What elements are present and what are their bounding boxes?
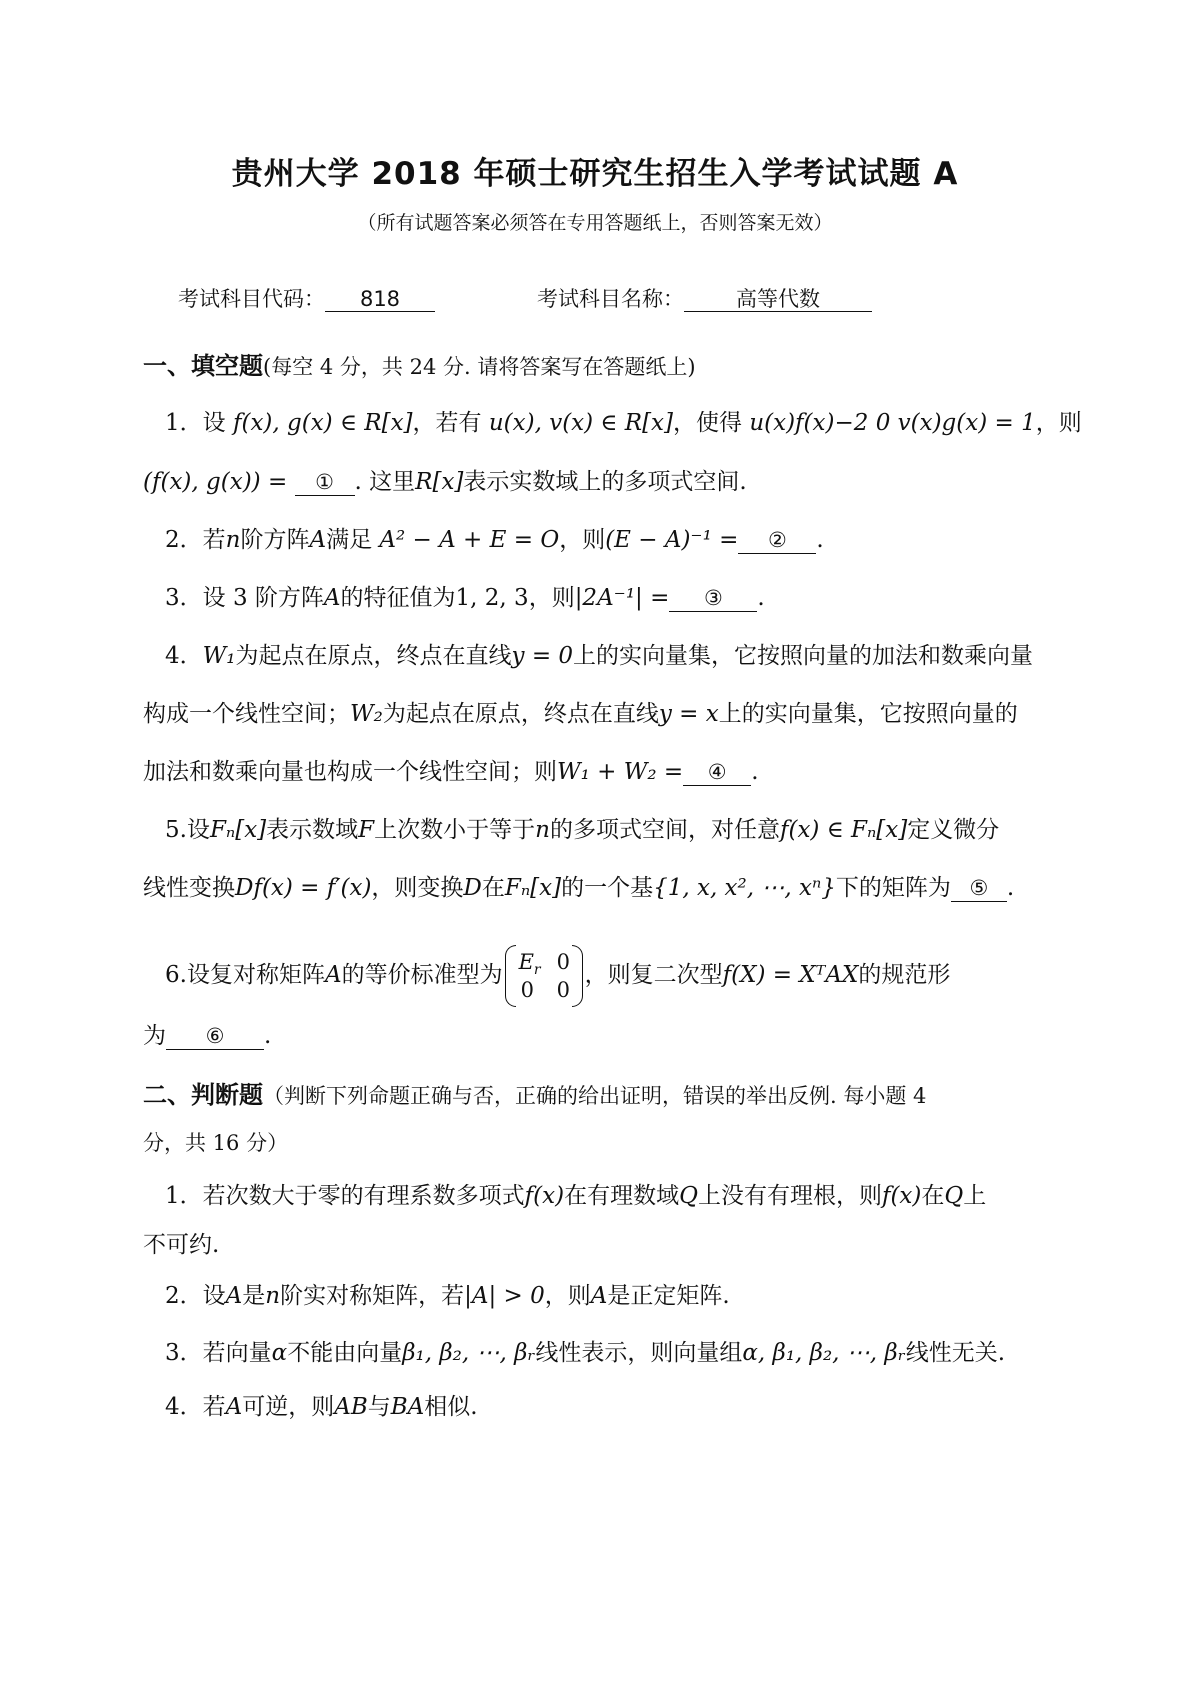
answer-blank-4: ④	[683, 759, 751, 786]
section1-heading: 一、填空题(每空 4 分，共 24 分. 请将答案写在答题纸上)	[143, 352, 696, 380]
page-subtitle: （所有试题答案必须答在专用答题纸上，否则答案无效）	[357, 212, 833, 234]
q2-line: 2．若n阶方阵A满足 A² − A + E = O，则(E − A)⁻¹ = ② .	[165, 527, 824, 553]
q1-line2: (f(x), g(x)) = ① . 这里R[x]表示实数域上的多项式空间.	[143, 469, 747, 495]
q6-line2: 为 ⑥ .	[143, 1023, 272, 1049]
section2-heading: 二、判断题（判断下列命题正确与否，正确的给出证明，错误的举出反例. 每小题 4	[143, 1081, 927, 1109]
page-title: 贵州大学 2018 年硕士研究生招生入学考试试题 A	[231, 156, 959, 192]
q6-line1: 6.设复对称矩阵A的等价标准型为 $E_r$ 0 0 0 ，则复二次型f(X) = XᵀAX的规范形	[165, 943, 1053, 1007]
subject-code	[178, 283, 435, 313]
subject-name	[537, 283, 872, 313]
answer-blank-6: ⑥	[166, 1023, 264, 1050]
answer-blank-1: ①	[295, 469, 355, 496]
canonical-form-matrix: $E_r$ 0 0 0	[505, 945, 583, 1007]
subject-name-value: 高等代数	[684, 287, 872, 312]
q4-line1: 4．W₁为起点在原点，终点在直线y = 0上的实向量集，它按照向量的加法和数乘向量	[165, 643, 1034, 669]
answer-blank-3: ③	[669, 585, 757, 612]
subject-code-label: 考试科目代码：	[178, 287, 325, 311]
q5-line1: 5.设Fₙ[x]表示数域F上次数小于等于n的多项式空间，对任意f(x) ∈ Fₙ[x]定义微分	[165, 817, 1000, 843]
q4-line2: 构成一个线性空间；W₂为起点在原点，终点在直线y = x上的实向量集，它按照向量的	[143, 701, 1018, 727]
q5-line2: 线性变换Df(x) = f′(x)，则变换D在Fₙ[x]的一个基{1, x, x², ⋯, xⁿ}下的矩阵为 ⑤ .	[143, 875, 1015, 901]
s2-q2-line: 2．设A是n阶实对称矩阵，若|A| > 0，则A是正定矩阵.	[165, 1283, 730, 1309]
q3-line: 3．设 3 阶方阵A的特征值为1, 2, 3，则|2A⁻¹| = ③ .	[165, 585, 765, 611]
s2-q4-line: 4．若A可逆，则AB与BA相似.	[165, 1394, 478, 1420]
subject-name-label: 考试科目名称：	[537, 287, 684, 311]
subject-code-value: 818	[325, 287, 435, 312]
q4-line3: 加法和数乘向量也构成一个线性空间；则W₁ + W₂ = ④ .	[143, 759, 759, 785]
section2-heading-cont: 分，共 16 分）	[143, 1131, 289, 1155]
q1-line1: 1．设 f(x), g(x) ∈ R[x]，若有 u(x), v(x) ∈ R[x]，使得 u(x)f(x)−2 0 v(x)g(x) = 1，则	[165, 410, 1082, 436]
s2-q1-line1: 1．若次数大于零的有理系数多项式f(x)在有理数域Q上没有有理根，则f(x)在Q上	[165, 1183, 987, 1209]
s2-q3-line: 3．若向量α不能由向量β₁, β₂, ⋯, βᵣ线性表示，则向量组α, β₁, β₂, ⋯, βᵣ线性无关.	[165, 1340, 1006, 1366]
s2-q1-line2: 不可约.	[143, 1232, 220, 1258]
answer-blank-2: ②	[738, 527, 816, 554]
answer-blank-5: ⑤	[951, 875, 1007, 902]
